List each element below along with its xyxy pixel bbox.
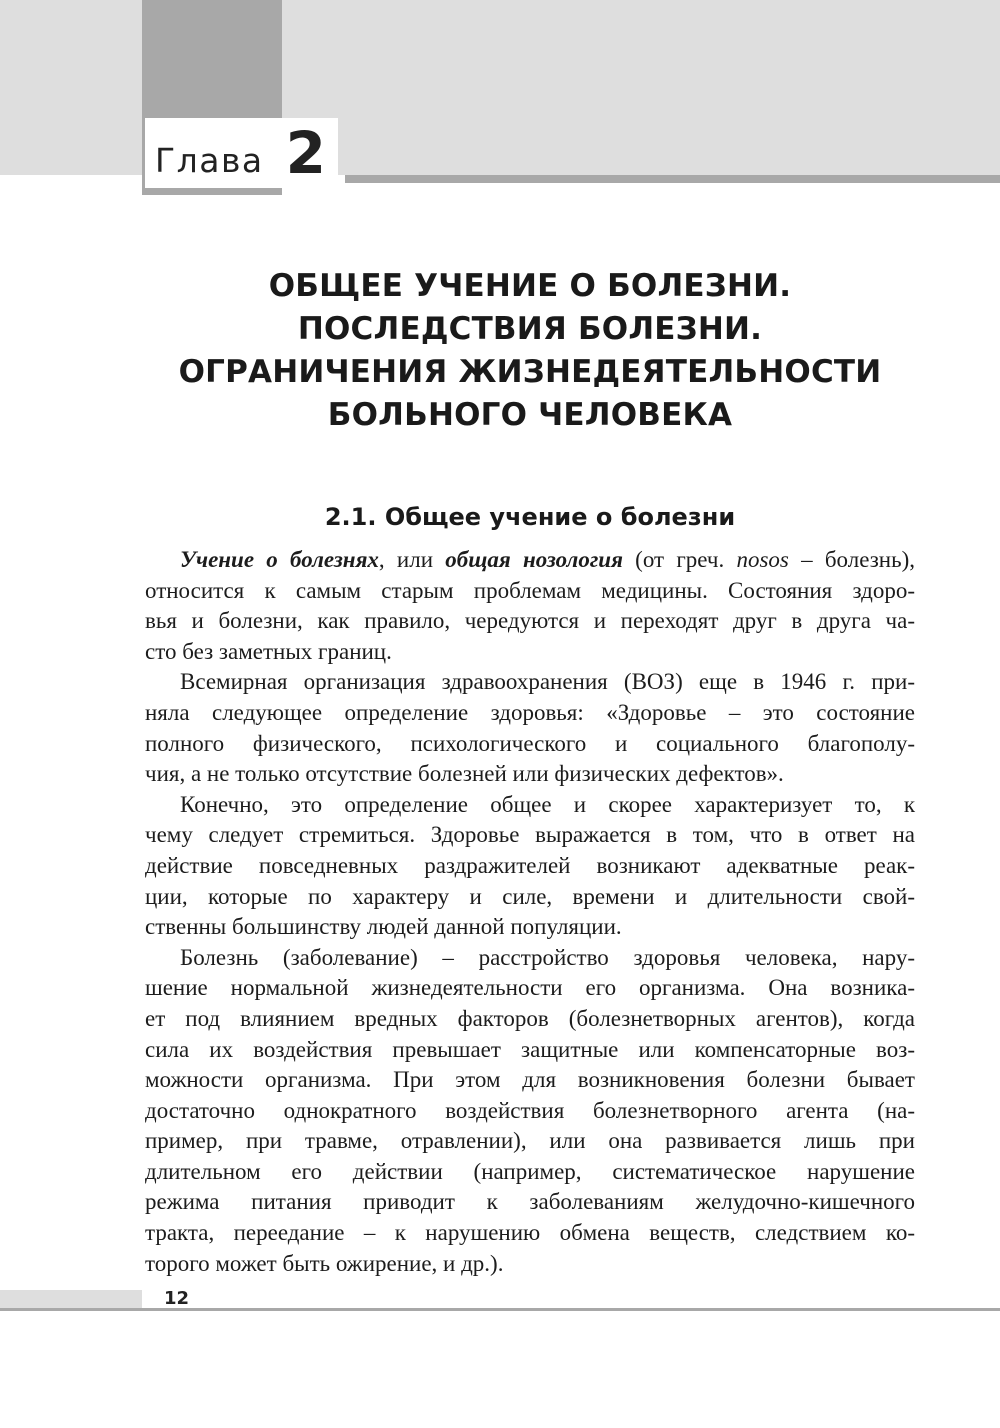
footer-band — [0, 1290, 142, 1308]
chapter-title-line: ОБЩЕЕ УЧЕНИЕ О БОЛЕЗНИ. — [268, 268, 792, 304]
text-line: действие повседневных раздражителей возникают адекватные реак- — [145, 852, 915, 878]
text-run: , или — [378, 547, 446, 572]
text-line: няла следующее определение здоровья: «Здоровье – это состояние — [145, 699, 915, 725]
footer-rule — [0, 1308, 1000, 1311]
text-line: торого может быть ожирение, и др.). — [145, 1250, 504, 1276]
text-line: чему следует стремиться. Здоровье выражается в том, что в ответ на — [145, 822, 915, 848]
text-line: Всемирная организация здравоохранения (ВОЗ) еще в 1946 г. при- — [180, 669, 915, 695]
text-line: длительном его действии (например, систематическое нарушение — [145, 1158, 915, 1184]
chapter-title — [100, 265, 960, 437]
paragraph-4 — [145, 943, 915, 1280]
body-text — [145, 545, 915, 1279]
chapter-title-line: БОЛЬНОГО ЧЕЛОВЕКА — [327, 397, 733, 433]
text-line: чия, а не только отсутствие болезней или физических дефектов». — [145, 761, 784, 787]
page-number: 12 — [164, 1288, 190, 1309]
text-line: достаточно однократного воздействия болезнетворного агента (на- — [145, 1097, 915, 1123]
text-line: Конечно, это определение общее и скорее характеризует то, к — [180, 791, 915, 817]
text-line: можности организма. При этом для возникновения болезни бывает — [145, 1067, 915, 1093]
text-line: Болезнь (заболевание) – расстройство здоровья человека, нару- — [180, 944, 915, 970]
section-heading: 2.1. Общее учение о болезни — [324, 503, 736, 531]
chapter-title-line: ОГРАНИЧЕНИЯ ЖИЗНЕДЕЯТЕЛЬНОСТИ — [178, 354, 882, 390]
text-line: сила их воздействия превышает защитные или компенсаторные воз- — [145, 1036, 915, 1062]
header-rule — [345, 175, 1000, 183]
greek-term: nosos — [736, 547, 789, 572]
text-line: сто без заметных границ. — [145, 638, 392, 664]
chapter-number: 2 — [285, 119, 326, 187]
text-line: вья и болезни, как правило, чередуются и переходят друг в друга ча- — [145, 608, 915, 634]
chapter-word: Глава — [155, 141, 264, 180]
term-bold-italic: общая нозология — [445, 547, 623, 572]
paragraph-3 — [145, 790, 915, 943]
text-line — [145, 545, 915, 576]
text-run: (от греч. — [622, 547, 737, 572]
text-line: тракта, переедание – к нарушению обмена веществ, следствием ко- — [145, 1220, 915, 1246]
chapter-label — [145, 118, 338, 188]
text-line: относится к самым старым проблемам медицины. Состояния здоро- — [145, 577, 915, 603]
paragraph-2 — [145, 667, 915, 789]
text-line: полного физического, психологического и социального благополу- — [145, 730, 915, 756]
text-line: пример, при травме, отравлении), или она развивается лишь при — [145, 1128, 915, 1154]
term-bold-italic: Учение о болезнях — [180, 547, 379, 572]
paragraph-1 — [145, 545, 915, 667]
text-line: ции, которые по характеру и силе, времени и длительности свой- — [145, 883, 915, 909]
text-line: режима питания приводит к заболеваниям желудочно-кишечного — [145, 1189, 915, 1215]
text-line: ет под влиянием вредных факторов (болезнетворных агентов), когда — [145, 1005, 915, 1031]
text-line: шение нормальной жизнедеятельности его организма. Она возника- — [145, 975, 915, 1001]
text-run: – болезнь), — [788, 547, 915, 572]
chapter-title-line: ПОСЛЕДСТВИЯ БОЛЕЗНИ. — [297, 311, 763, 347]
text-line: ственны большинству людей данной популяции. — [145, 914, 622, 940]
